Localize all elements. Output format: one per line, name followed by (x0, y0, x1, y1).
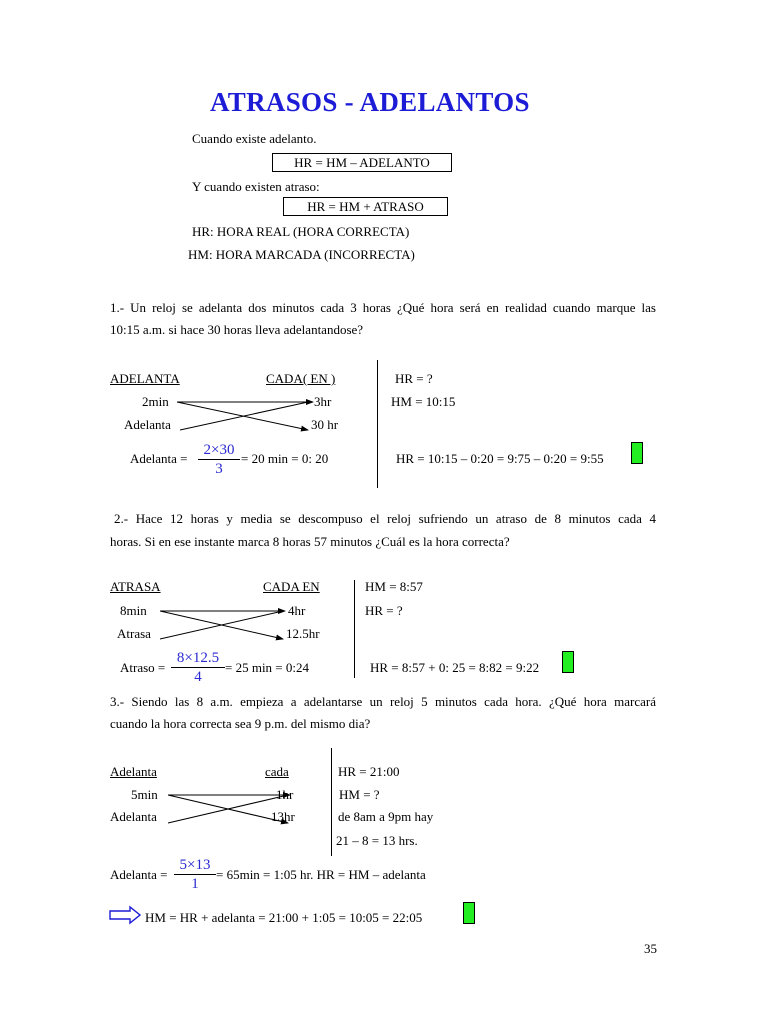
p2-fraction-denominator: 4 (194, 669, 202, 685)
p3-calc-result: = 65min = 1:05 hr. HR = HM – adelanta (216, 867, 426, 882)
p2-calc-label: Atraso = (120, 660, 166, 675)
formula-box-delay: HR = HM + ATRASO (283, 197, 448, 216)
p3-answer: HM = HR + adelanta = 21:00 + 1:05 = 10:05 = 22:05 (145, 910, 423, 925)
p3-fraction (174, 856, 216, 893)
p3-row2-left: Adelanta (110, 809, 157, 824)
problem-1-text-line-2: 10:15 a.m. si hace 30 horas lleva adelantandose? (110, 322, 364, 337)
p3-header-right: cada (265, 764, 289, 779)
p1-fraction-numerator: 2×30 (203, 442, 235, 458)
p3-note-interval: de 8am a 9pm hay (338, 809, 434, 824)
p3-fraction-numerator: 5×13 (179, 857, 211, 873)
p2-header-left: ATRASA (110, 579, 161, 594)
p3-answer-mark-icon (463, 902, 475, 924)
p3-divider (331, 748, 332, 856)
p2-calc-result: = 25 min = 0:24 (225, 660, 309, 675)
p3-row1-right: 1hr (276, 787, 294, 802)
p3-hm-question: HM = ? (339, 787, 380, 802)
p1-answer: HR = 10:15 – 0:20 = 9:75 – 0:20 = 9:55 (396, 451, 604, 466)
p1-header-right: CADA( EN ) (266, 371, 336, 386)
definition-hm: HM: HORA MARCADA (INCORRECTA) (188, 247, 415, 262)
p1-calc-label: Adelanta = (130, 451, 188, 466)
intro-line-advance: Cuando existe adelanto. (192, 131, 317, 146)
p2-row1-right: 4hr (288, 603, 306, 618)
p1-hr-question: HR = ? (395, 371, 433, 386)
p1-hm-value: HM = 10:15 (391, 394, 456, 409)
p2-row1-left: 8min (120, 603, 147, 618)
problem-3-text-line-1: 3.- Siendo las 8 a.m. empieza a adelantarse un reloj 5 minutos cada hora. ¿Qué hora marcará (110, 694, 656, 709)
problem-1-text-line-1: 1.- Un reloj se adelanta dos minutos cada 3 horas ¿Qué hora será en realidad cuando marque las (110, 300, 656, 315)
right-outline-arrow-icon (108, 905, 148, 925)
p1-header-left: ADELANTA (110, 371, 180, 386)
p3-calc-label: Adelanta = (110, 867, 168, 882)
p2-hm-value: HM = 8:57 (365, 579, 423, 594)
p1-row2-left: Adelanta (124, 417, 171, 432)
p2-row2-left: Atrasa (117, 626, 151, 641)
p2-hr-question: HR = ? (365, 603, 403, 618)
p3-fraction-denominator: 1 (191, 876, 199, 892)
p1-calc-result: = 20 min = 0: 20 (241, 451, 329, 466)
p3-row1-left: 5min (131, 787, 158, 802)
p2-fraction-numerator: 8×12.5 (176, 650, 220, 666)
definition-hr: HR: HORA REAL (HORA CORRECTA) (192, 224, 410, 239)
p1-fraction-denominator: 3 (215, 461, 223, 477)
intro-line-delay: Y cuando existen atraso: (192, 179, 320, 194)
p3-header-left: Adelanta (110, 764, 157, 779)
problem-2-text-line-1: 2.- Hace 12 horas y media se descompuso el reloj sufriendo un atraso de 8 minutos cada 4 (114, 511, 656, 526)
problem-3-text-line-2: cuando la hora correcta sea 9 p.m. del mismo dia? (110, 716, 371, 731)
p1-row1-left: 2min (142, 394, 169, 409)
p3-hr-value: HR = 21:00 (338, 764, 400, 779)
problem-2-text-line-2: horas. Si en ese instante marca 8 horas 57 minutos ¿Cuál es la hora correcta? (110, 534, 510, 549)
p1-row2-right: 30 hr (311, 417, 339, 432)
p2-row2-right: 12.5hr (286, 626, 320, 641)
page-number: 35 (644, 941, 657, 956)
p3-row2-right: 13hr (271, 809, 295, 824)
page-title: ATRASOS - ADELANTOS (210, 87, 530, 117)
formula-box-advance: HR = HM – ADELANTO (272, 153, 452, 172)
p2-header-right: CADA EN (263, 579, 320, 594)
p2-answer: HR = 8:57 + 0: 25 = 8:82 = 9:22 (370, 660, 540, 675)
p3-note-hours: 21 – 8 = 13 hrs. (336, 833, 418, 848)
p1-row1-right: 3hr (314, 394, 332, 409)
